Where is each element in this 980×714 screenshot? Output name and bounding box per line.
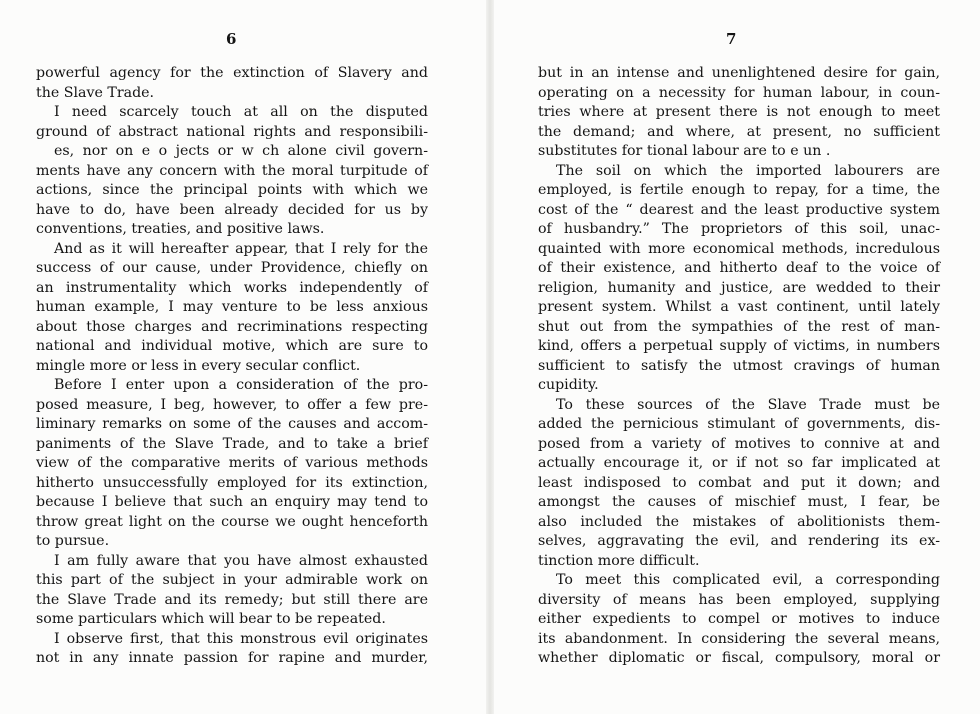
text-line: success of our cause, under Providence, chiefly on [36, 260, 428, 276]
text-line: quainted with more economical methods, incredulous [538, 240, 940, 257]
text-line: of husbandry.” The proprietors of this soil, unac- [538, 221, 940, 237]
text-line: I am fully aware that you have almost exhausted [54, 552, 428, 569]
right-page [538, 0, 940, 714]
text-line: the demand; and where, at present, no sufficient [538, 123, 940, 140]
text-line: The soil on which the imported labourers are [556, 162, 940, 179]
text-line: To meet this complicated evil, a corresponding [556, 572, 940, 588]
text-line: the Slave Trade and its remedy; but still there are [36, 591, 428, 608]
text-line: national and individual motive, which are sure to [36, 338, 428, 354]
text-line: but in an intense and unenlightened desire for gain, [538, 65, 940, 81]
text-line: substitutes for tional labour are to e un . [538, 143, 831, 159]
text-line: least indisposed to combat and put it down; and [538, 474, 940, 491]
text-line: actions, since the principal points with which we [36, 182, 428, 198]
text-line: diversity of means has been employed, supplying [538, 591, 940, 608]
text-line: to pursue. [36, 533, 110, 549]
text-line: shut out from the sympathies of the rest of man- [538, 318, 940, 335]
text-line: paniments of the Slave Trade, and to take a brief [36, 435, 428, 452]
text-line: because I believe that such an enquiry may tend to [36, 494, 428, 510]
text-line: view of the comparative merits of various methods [36, 455, 428, 471]
text-line: And as it will hereafter appear, that I rely for the [54, 240, 428, 257]
text-line: Before I enter upon a consideration of the pro- [54, 377, 428, 393]
text-line: its abandonment. In considering the several means, [538, 630, 940, 647]
left-page-body [36, 64, 428, 669]
text-line: tries where at present there is not enough to meet [538, 104, 940, 120]
text-line: throw great light on the course we ought henceforth [36, 513, 428, 530]
text-line: some particulars which will bear to be repeated. [36, 611, 386, 627]
left-page-number: 6 [226, 30, 237, 48]
text-line: cupidity. [538, 377, 599, 393]
text-line: operating on a necessity for human labour, in coun- [538, 84, 940, 101]
text-line: cost of the “ dearest and the least productive system [538, 201, 940, 218]
text-line: es, nor on e o jects or w ch alone civil govern- [54, 143, 428, 159]
text-line: hitherto unsuccessfully employed for its extinction, [36, 474, 428, 491]
text-line: powerful agency for the extinction of Slavery and [36, 65, 428, 81]
text-line: selves, aggravating the evil, and rendering its ex- [538, 533, 940, 549]
text-line: of their existence, and hitherto deaf to the voice of [538, 260, 940, 276]
text-line: conventions, treaties, and positive laws. [36, 221, 325, 237]
text-line: human example, I may venture to be less anxious [36, 299, 428, 315]
text-line: whether diplomatic or fiscal, compulsory, moral or [538, 650, 940, 666]
text-line: have to do, have been already decided for us by [36, 201, 428, 218]
text-line: ground of abstract national rights and responsibili- [36, 123, 428, 140]
text-line: sufficient to satisfy the utmost cravings of human [538, 357, 940, 374]
text-line: about those charges and recriminations respecting [36, 318, 428, 335]
text-line: also included the mistakes of abolitionists them- [538, 513, 940, 530]
text-line: the Slave Trade. [36, 84, 155, 101]
text-line: actually encourage it, or if not so far implicated at [538, 455, 940, 471]
text-line: kind, offers a perpetual supply of victims, in numbers [538, 338, 940, 354]
right-page-number: 7 [726, 30, 737, 48]
text-line: To these sources of the Slave Trade must be [556, 396, 940, 413]
text-line: religion, humanity and justice, are wedded to their [538, 279, 940, 296]
text-line: employed, is fertile enough to repay, for a time, the [538, 182, 940, 198]
text-line: posed measure, I beg, however, to offer a few pre- [36, 396, 428, 413]
text-line: present system. Whilst a vast continent, until lately [538, 299, 940, 315]
text-line: liminary remarks on some of the causes and accom- [36, 416, 428, 432]
text-line: tinction more difficult. [538, 552, 700, 569]
book-gutter [486, 0, 494, 714]
text-line: amongst the causes of mischief must, I fear, be [538, 494, 940, 510]
text-line: not in any innate passion for rapine and murder, [36, 650, 428, 666]
text-line: I observe first, that this monstrous evil originates [54, 630, 428, 647]
text-line: mingle more or less in every secular conflict. [36, 357, 361, 374]
text-line: an instrumentality which works independently of [36, 279, 428, 296]
text-line: posed from a variety of motives to connive at and [538, 435, 940, 452]
text-line: added the pernicious stimulant of governments, dis- [538, 416, 940, 432]
text-line: I need scarcely touch at all on the disputed [54, 104, 428, 120]
text-line: this part of the subject in your admirable work on [36, 572, 428, 588]
right-page-body [538, 64, 940, 669]
text-line: either expedients to compel or motives to induce [538, 611, 940, 627]
text-line: ments have any concern with the moral turpitude of [36, 162, 428, 179]
left-page [36, 0, 428, 714]
